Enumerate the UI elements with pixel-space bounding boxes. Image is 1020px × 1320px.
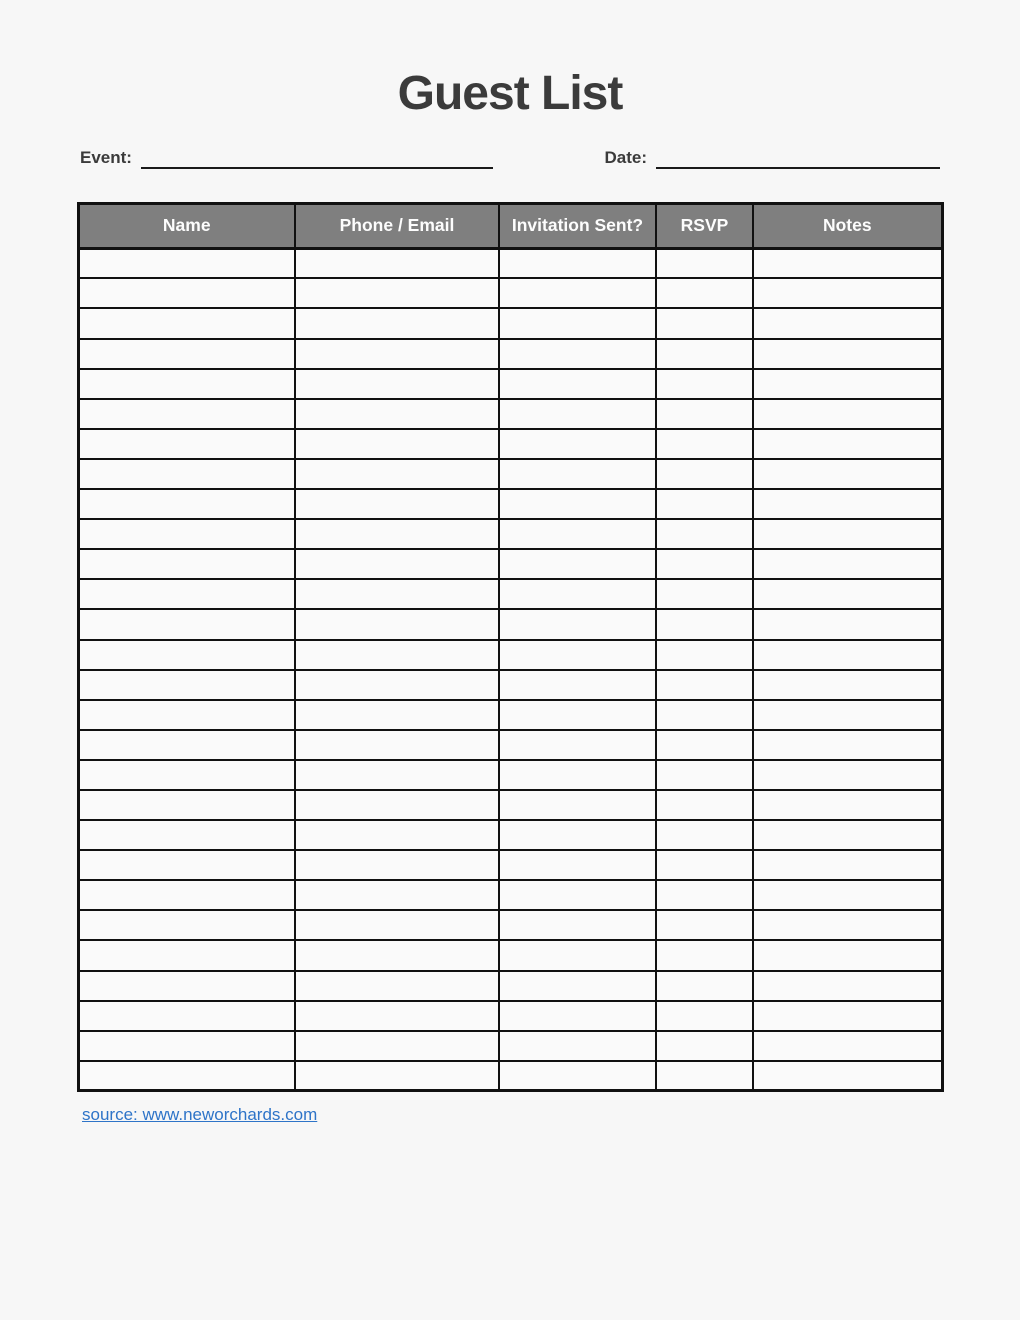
form-fields-row xyxy=(0,141,1020,169)
cell-rsvp[interactable] xyxy=(656,760,753,790)
cell-notes[interactable] xyxy=(753,880,942,910)
cell-invitation-sent[interactable] xyxy=(499,700,656,730)
cell-name[interactable] xyxy=(78,308,295,338)
column-header-name: Name xyxy=(78,203,295,248)
table-row xyxy=(78,519,942,549)
table-row xyxy=(78,670,942,700)
table-row xyxy=(78,760,942,790)
cell-notes[interactable] xyxy=(753,459,942,489)
cell-notes[interactable] xyxy=(753,640,942,670)
table-row xyxy=(78,399,942,429)
table-row xyxy=(78,459,942,489)
event-input-line[interactable] xyxy=(141,145,493,169)
cell-name[interactable] xyxy=(78,700,295,730)
cell-name[interactable] xyxy=(78,880,295,910)
cell-rsvp[interactable] xyxy=(656,700,753,730)
cell-invitation-sent[interactable] xyxy=(499,339,656,369)
cell-rsvp[interactable] xyxy=(656,579,753,609)
cell-name[interactable] xyxy=(78,278,295,308)
cell-phone-email[interactable] xyxy=(295,339,499,369)
cell-phone-email[interactable] xyxy=(295,640,499,670)
cell-name[interactable] xyxy=(78,609,295,639)
cell-phone-email[interactable] xyxy=(295,399,499,429)
column-header-notes: Notes xyxy=(753,203,942,248)
column-header-phone-email: Phone / Email xyxy=(295,203,499,248)
cell-name[interactable] xyxy=(78,640,295,670)
table-row xyxy=(78,369,942,399)
table-row xyxy=(78,308,942,338)
cell-rsvp[interactable] xyxy=(656,369,753,399)
cell-notes[interactable] xyxy=(753,399,942,429)
event-field xyxy=(80,145,493,169)
table-row xyxy=(78,609,942,639)
cell-notes[interactable] xyxy=(753,1061,942,1091)
cell-notes[interactable] xyxy=(753,248,942,278)
cell-invitation-sent[interactable] xyxy=(499,940,656,970)
table-row xyxy=(78,429,942,459)
column-header-invitation-sent: Invitation Sent? xyxy=(499,203,656,248)
event-label: Event: xyxy=(80,148,132,168)
cell-rsvp[interactable] xyxy=(656,730,753,760)
cell-rsvp[interactable] xyxy=(656,399,753,429)
cell-notes[interactable] xyxy=(753,308,942,338)
cell-name[interactable] xyxy=(78,910,295,940)
cell-phone-email[interactable] xyxy=(295,971,499,1001)
cell-phone-email[interactable] xyxy=(295,248,499,278)
cell-phone-email[interactable] xyxy=(295,1031,499,1061)
cell-phone-email[interactable] xyxy=(295,850,499,880)
date-label: Date: xyxy=(604,148,647,168)
cell-notes[interactable] xyxy=(753,790,942,820)
cell-phone-email[interactable] xyxy=(295,880,499,910)
cell-invitation-sent[interactable] xyxy=(499,1061,656,1091)
table-row xyxy=(78,1061,942,1091)
cell-phone-email[interactable] xyxy=(295,429,499,459)
cell-notes[interactable] xyxy=(753,730,942,760)
cell-name[interactable] xyxy=(78,248,295,278)
column-header-rsvp: RSVP xyxy=(656,203,753,248)
cell-invitation-sent[interactable] xyxy=(499,609,656,639)
cell-notes[interactable] xyxy=(753,910,942,940)
cell-notes[interactable] xyxy=(753,278,942,308)
cell-name[interactable] xyxy=(78,730,295,760)
cell-invitation-sent[interactable] xyxy=(499,278,656,308)
cell-invitation-sent[interactable] xyxy=(499,308,656,338)
cell-rsvp[interactable] xyxy=(656,308,753,338)
cell-notes[interactable] xyxy=(753,1001,942,1031)
cell-name[interactable] xyxy=(78,971,295,1001)
cell-notes[interactable] xyxy=(753,940,942,970)
cell-phone-email[interactable] xyxy=(295,609,499,639)
table-row xyxy=(78,339,942,369)
cell-notes[interactable] xyxy=(753,429,942,459)
cell-invitation-sent[interactable] xyxy=(499,670,656,700)
cell-name[interactable] xyxy=(78,820,295,850)
guest-table xyxy=(77,202,944,1093)
cell-invitation-sent[interactable] xyxy=(499,820,656,850)
cell-invitation-sent[interactable] xyxy=(499,760,656,790)
cell-phone-email[interactable] xyxy=(295,1001,499,1031)
table-row xyxy=(78,940,942,970)
table-row xyxy=(78,700,942,730)
cell-name[interactable] xyxy=(78,459,295,489)
table-row xyxy=(78,850,942,880)
cell-rsvp[interactable] xyxy=(656,489,753,519)
cell-invitation-sent[interactable] xyxy=(499,579,656,609)
cell-notes[interactable] xyxy=(753,609,942,639)
table-row xyxy=(78,1001,942,1031)
source-link[interactable]: source: www.neworchards.com xyxy=(82,1105,318,1125)
cell-phone-email[interactable] xyxy=(295,1061,499,1091)
cell-rsvp[interactable] xyxy=(656,670,753,700)
cell-phone-email[interactable] xyxy=(295,308,499,338)
cell-name[interactable] xyxy=(78,399,295,429)
cell-name[interactable] xyxy=(78,369,295,399)
table-row xyxy=(78,1031,942,1061)
cell-rsvp[interactable] xyxy=(656,519,753,549)
cell-invitation-sent[interactable] xyxy=(499,1031,656,1061)
cell-phone-email[interactable] xyxy=(295,489,499,519)
cell-phone-email[interactable] xyxy=(295,519,499,549)
table-row xyxy=(78,579,942,609)
cell-notes[interactable] xyxy=(753,850,942,880)
cell-phone-email[interactable] xyxy=(295,278,499,308)
cell-name[interactable] xyxy=(78,519,295,549)
table-row xyxy=(78,971,942,1001)
cell-notes[interactable] xyxy=(753,519,942,549)
cell-name[interactable] xyxy=(78,429,295,459)
cell-name[interactable] xyxy=(78,1031,295,1061)
cell-name[interactable] xyxy=(78,670,295,700)
date-input-line[interactable] xyxy=(656,145,940,169)
cell-invitation-sent[interactable] xyxy=(499,459,656,489)
cell-name[interactable] xyxy=(78,579,295,609)
cell-rsvp[interactable] xyxy=(656,790,753,820)
cell-name[interactable] xyxy=(78,549,295,579)
cell-phone-email[interactable] xyxy=(295,760,499,790)
cell-notes[interactable] xyxy=(753,820,942,850)
cell-rsvp[interactable] xyxy=(656,459,753,489)
cell-rsvp[interactable] xyxy=(656,1001,753,1031)
cell-rsvp[interactable] xyxy=(656,429,753,459)
date-field xyxy=(604,145,940,169)
cell-name[interactable] xyxy=(78,790,295,820)
cell-name[interactable] xyxy=(78,1061,295,1091)
cell-invitation-sent[interactable] xyxy=(499,910,656,940)
cell-invitation-sent[interactable] xyxy=(499,519,656,549)
cell-phone-email[interactable] xyxy=(295,940,499,970)
cell-phone-email[interactable] xyxy=(295,549,499,579)
cell-invitation-sent[interactable] xyxy=(499,640,656,670)
cell-rsvp[interactable] xyxy=(656,609,753,639)
cell-invitation-sent[interactable] xyxy=(499,730,656,760)
cell-notes[interactable] xyxy=(753,700,942,730)
cell-invitation-sent[interactable] xyxy=(499,850,656,880)
table-row xyxy=(78,278,942,308)
table-row xyxy=(78,248,942,278)
cell-phone-email[interactable] xyxy=(295,369,499,399)
cell-phone-email[interactable] xyxy=(295,670,499,700)
cell-rsvp[interactable] xyxy=(656,1061,753,1091)
table-row xyxy=(78,880,942,910)
table-header-row xyxy=(78,203,942,248)
cell-name[interactable] xyxy=(78,940,295,970)
cell-name[interactable] xyxy=(78,850,295,880)
cell-name[interactable] xyxy=(78,760,295,790)
cell-notes[interactable] xyxy=(753,549,942,579)
cell-invitation-sent[interactable] xyxy=(499,971,656,1001)
cell-rsvp[interactable] xyxy=(656,910,753,940)
cell-rsvp[interactable] xyxy=(656,820,753,850)
cell-invitation-sent[interactable] xyxy=(499,880,656,910)
cell-name[interactable] xyxy=(78,1001,295,1031)
cell-rsvp[interactable] xyxy=(656,248,753,278)
cell-invitation-sent[interactable] xyxy=(499,549,656,579)
cell-invitation-sent[interactable] xyxy=(499,248,656,278)
cell-notes[interactable] xyxy=(753,339,942,369)
cell-phone-email[interactable] xyxy=(295,790,499,820)
cell-rsvp[interactable] xyxy=(656,940,753,970)
cell-phone-email[interactable] xyxy=(295,459,499,489)
cell-phone-email[interactable] xyxy=(295,730,499,760)
table-row xyxy=(78,820,942,850)
table-row xyxy=(78,910,942,940)
cell-phone-email[interactable] xyxy=(295,579,499,609)
cell-notes[interactable] xyxy=(753,1031,942,1061)
cell-notes[interactable] xyxy=(753,760,942,790)
table-row xyxy=(78,549,942,579)
cell-invitation-sent[interactable] xyxy=(499,790,656,820)
cell-phone-email[interactable] xyxy=(295,700,499,730)
guest-table-body xyxy=(78,248,942,1091)
cell-invitation-sent[interactable] xyxy=(499,489,656,519)
cell-notes[interactable] xyxy=(753,670,942,700)
cell-phone-email[interactable] xyxy=(295,910,499,940)
cell-notes[interactable] xyxy=(753,579,942,609)
cell-name[interactable] xyxy=(78,339,295,369)
table-row xyxy=(78,730,942,760)
cell-invitation-sent[interactable] xyxy=(499,399,656,429)
cell-phone-email[interactable] xyxy=(295,820,499,850)
cell-notes[interactable] xyxy=(753,489,942,519)
cell-rsvp[interactable] xyxy=(656,850,753,880)
cell-rsvp[interactable] xyxy=(656,339,753,369)
cell-invitation-sent[interactable] xyxy=(499,429,656,459)
table-row xyxy=(78,489,942,519)
cell-rsvp[interactable] xyxy=(656,971,753,1001)
cell-invitation-sent[interactable] xyxy=(499,1001,656,1031)
cell-notes[interactable] xyxy=(753,369,942,399)
cell-notes[interactable] xyxy=(753,971,942,1001)
cell-rsvp[interactable] xyxy=(656,1031,753,1061)
cell-rsvp[interactable] xyxy=(656,640,753,670)
cell-name[interactable] xyxy=(78,489,295,519)
table-row xyxy=(78,640,942,670)
cell-rsvp[interactable] xyxy=(656,549,753,579)
table-row xyxy=(78,790,942,820)
page-title: Guest List xyxy=(397,67,623,120)
cell-rsvp[interactable] xyxy=(656,278,753,308)
cell-rsvp[interactable] xyxy=(656,880,753,910)
cell-invitation-sent[interactable] xyxy=(499,369,656,399)
